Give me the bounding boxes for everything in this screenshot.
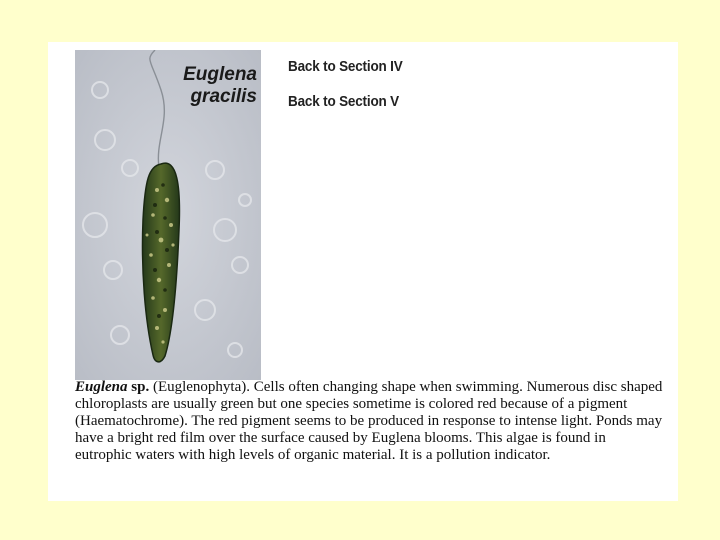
content-card [48,42,678,501]
species-label-genus: Euglena [183,64,257,85]
caption-text: (Euglenophyta). Cells often changing shape when swimming. Numerous disc shaped chloroplasts are usually green but one species sometime is colored red because of a pigment (Haematochrome). The red pigment seems to be produced in response to intense light. Ponds may have a bright red film over the surface caused by Euglena blooms. This algae is found in eutrophic waters with high levels of organic material. It is a pollution indicator. [75,379,663,463]
caption-genus: Euglena [75,379,128,395]
back-to-section-v-link[interactable]: Back to Section V [288,93,399,110]
species-description [75,379,665,464]
euglena-micrograph [75,50,261,380]
caption-species: sp. [127,379,150,395]
back-to-section-iv-link[interactable]: Back to Section IV [288,58,403,75]
species-label [183,64,257,108]
section-links [288,58,415,110]
species-label-epithet: gracilis [190,86,257,107]
